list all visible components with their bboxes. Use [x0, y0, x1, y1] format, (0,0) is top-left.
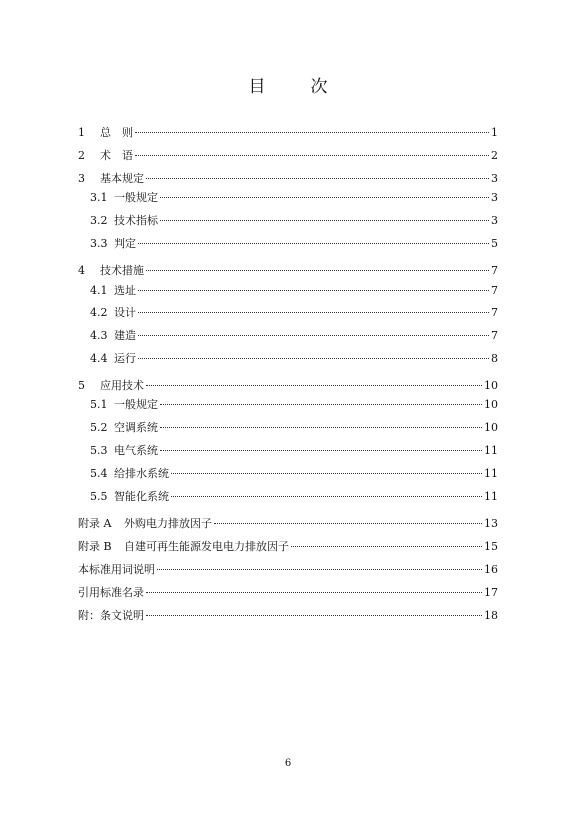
- toc-entry-title: 设计: [114, 306, 136, 319]
- toc-entry[interactable]: [90, 191, 498, 205]
- toc-entry-number: 附录 A: [78, 517, 112, 530]
- toc-entry[interactable]: [78, 517, 498, 531]
- toc-entry-number: 附录 B: [78, 540, 112, 553]
- toc-entry[interactable]: [90, 398, 498, 412]
- toc-entry-number: 3: [78, 172, 85, 185]
- toc-entry-number: 3.2: [90, 214, 108, 227]
- toc-leader: [160, 427, 482, 428]
- toc-leader: [160, 404, 482, 405]
- toc-entry-title: 电气系统: [114, 444, 158, 457]
- toc-leader: [146, 592, 482, 593]
- toc-entry[interactable]: [78, 126, 498, 140]
- toc-leader: [291, 546, 482, 547]
- toc-entry-number: 5: [78, 379, 85, 392]
- toc-entry[interactable]: [78, 586, 498, 600]
- toc-leader: [160, 220, 489, 221]
- toc-entry-title: 给排水系统: [114, 467, 169, 480]
- toc-leader: [146, 385, 482, 386]
- toc-entry[interactable]: [90, 306, 498, 320]
- toc-entry-title: 技术指标: [114, 214, 158, 227]
- toc-entry-number: 3.3: [90, 237, 108, 250]
- toc-entry[interactable]: [78, 172, 498, 186]
- toc-entry-page: 7: [491, 264, 498, 277]
- toc-entry-number: 1: [78, 126, 85, 139]
- toc-leader: [146, 270, 489, 271]
- toc-entry[interactable]: [90, 421, 498, 435]
- toc-entry-page: 18: [484, 609, 498, 622]
- toc-entry-title: 判定: [114, 237, 136, 250]
- toc-entry-page: 7: [491, 284, 498, 297]
- toc-leader: [171, 496, 482, 497]
- toc-leader: [138, 335, 489, 336]
- toc-entry-page: 15: [484, 540, 498, 553]
- toc-entry[interactable]: [90, 284, 498, 298]
- toc-entry-number: 4: [78, 264, 85, 277]
- toc-entry-page: 11: [484, 444, 498, 457]
- toc-entry-page: 5: [491, 237, 498, 250]
- toc-leader: [214, 523, 482, 524]
- toc-entry[interactable]: [78, 379, 498, 393]
- toc-entry[interactable]: [78, 149, 498, 163]
- toc-entry-title: 应用技术: [100, 379, 144, 392]
- toc-entry-page: 7: [491, 329, 498, 342]
- toc-leader: [160, 450, 482, 451]
- toc-leader: [146, 178, 489, 179]
- toc-entry[interactable]: [90, 329, 498, 343]
- toc-leader: [146, 615, 482, 616]
- toc-entry-title: 运行: [114, 352, 136, 365]
- toc-entry-title: 基本规定: [100, 172, 144, 185]
- toc-entry-page: 1: [491, 126, 498, 139]
- toc-entry-page: 11: [484, 467, 498, 480]
- toc-entry-title: 空调系统: [114, 421, 158, 434]
- toc-entry[interactable]: [90, 444, 498, 458]
- toc-entry-page: 3: [491, 191, 498, 204]
- toc-entry-page: 3: [491, 172, 498, 185]
- toc-entry[interactable]: [78, 540, 498, 554]
- toc-entry-number: 4.4: [90, 352, 108, 365]
- toc-leader: [138, 243, 489, 244]
- toc-entry-page: 11: [484, 490, 498, 503]
- toc-entry-page: 3: [491, 214, 498, 227]
- toc-entry-page: 2: [491, 149, 498, 162]
- toc-entry[interactable]: [90, 490, 498, 504]
- toc-leader: [135, 132, 489, 133]
- toc-entry-title: 智能化系统: [114, 490, 169, 503]
- toc-entry-title: 外购电力排放因子: [124, 517, 212, 530]
- toc-entry-title: 总 则: [100, 126, 133, 139]
- toc-entry[interactable]: [90, 237, 498, 251]
- toc-entry-title: 自建可再生能源发电电力排放因子: [124, 540, 289, 553]
- page-title: 目 次: [248, 77, 342, 97]
- toc-leader: [160, 197, 489, 198]
- toc-entry-page: 10: [484, 379, 498, 392]
- toc-entry[interactable]: [78, 563, 498, 577]
- toc-entry-number: 5.3: [90, 444, 108, 457]
- page-number: 6: [284, 758, 292, 769]
- toc-entry-number: 5.1: [90, 398, 108, 411]
- toc-leader: [138, 312, 489, 313]
- toc-entry-title: 一般规定: [114, 398, 158, 411]
- toc-leader: [157, 569, 482, 570]
- toc-entry-title: 一般规定: [114, 191, 158, 204]
- toc-entry-number: 5.2: [90, 421, 108, 434]
- toc-entry-number: 4.3: [90, 329, 108, 342]
- toc-entry-title: 技术措施: [100, 264, 144, 277]
- toc-entry-title: 术 语: [100, 149, 133, 162]
- toc-entry-title: 建造: [114, 329, 136, 342]
- toc-entry-title: 引用标准名录: [78, 586, 144, 599]
- toc-entry[interactable]: [90, 352, 498, 366]
- toc-entry-page: 10: [484, 398, 498, 411]
- toc-entry-page: 17: [484, 586, 498, 599]
- toc-entry-page: 16: [484, 563, 498, 576]
- toc-entry-number: 5.4: [90, 467, 108, 480]
- toc-entry[interactable]: [78, 264, 498, 278]
- toc-entry-number: 3.1: [90, 191, 108, 204]
- toc-entry-page: 13: [484, 517, 498, 530]
- toc-entry[interactable]: [90, 214, 498, 228]
- toc-entry[interactable]: [78, 609, 498, 623]
- toc-entry-number: 4.2: [90, 306, 108, 319]
- toc-entry-title: 本标准用词说明: [78, 563, 155, 576]
- toc-entry[interactable]: [90, 467, 498, 481]
- toc-leader: [138, 358, 489, 359]
- toc-leader: [135, 155, 489, 156]
- toc-entry-page: 8: [491, 352, 498, 365]
- toc-entry-number: 4.1: [90, 284, 108, 297]
- toc-entry-number: 2: [78, 149, 85, 162]
- toc-entry-title: 选址: [114, 284, 136, 297]
- toc-entry-number: 5.5: [90, 490, 108, 503]
- toc-leader: [171, 473, 482, 474]
- toc-entry-page: 10: [484, 421, 498, 434]
- toc-entry-title: 附：条文说明: [78, 609, 144, 622]
- toc-entry-page: 7: [491, 306, 498, 319]
- toc-leader: [138, 290, 489, 291]
